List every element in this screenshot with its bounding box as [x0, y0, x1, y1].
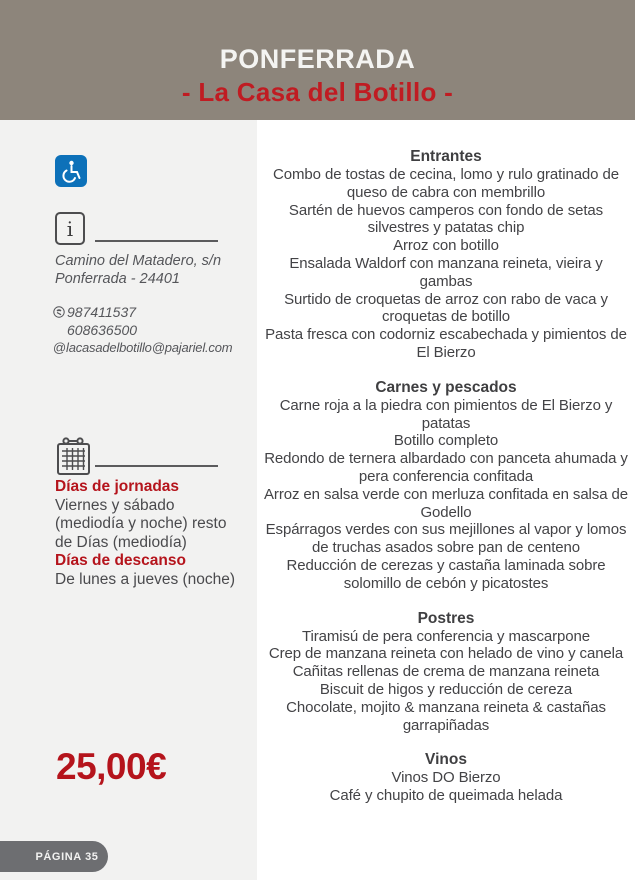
open-days-line: de Días (mediodía) — [55, 533, 187, 551]
info-underline — [95, 240, 218, 242]
calendar-icon — [55, 436, 93, 483]
menu-item: Chocolate, mojito & manzana reineta & castañas garrapiñadas — [286, 698, 606, 734]
menu-section — [262, 751, 630, 805]
menu-section — [262, 379, 630, 593]
info-sidebar — [0, 120, 257, 880]
menu-item: Redondo de ternera albardado con panceta ahumada y pera conferencia confitada — [264, 450, 628, 485]
email-row — [53, 339, 248, 357]
menu-sections — [262, 148, 630, 805]
menu-item: Vinos DO Bierzo — [391, 769, 501, 787]
menu-section — [262, 148, 630, 362]
open-days-label: Días de jornadas — [55, 478, 180, 495]
phone-number-2: 608636500 — [67, 322, 138, 338]
menu-item: Botillo completo — [393, 432, 499, 450]
menu-section — [262, 610, 630, 735]
menu-section-title: Vinos — [425, 751, 467, 769]
page-number-label: PÁGINA 35 — [35, 850, 99, 863]
menu-item: Crep de manzana reineta con helado de vino y canela — [268, 645, 624, 663]
menu-item: Arroz en salsa verde con merluza confitada en salsa de Godello — [264, 485, 628, 521]
menu-item: Sartén de huevos camperos con fondo de setas silvestres y patatas chip — [288, 201, 604, 237]
menu-item: Reducción de cerezas y castaña laminada sobre solomillo de cebón y picatostes — [286, 556, 606, 592]
menu-section-title: Entrantes — [410, 148, 482, 165]
phone-row — [53, 303, 248, 321]
menu-item: Ensalada Waldorf con manzana reineta, vieira y gambas — [289, 254, 603, 290]
page-number-badge — [0, 841, 108, 872]
restaurant-title: - La Casa del Botillo - — [181, 76, 454, 107]
page-header — [0, 0, 635, 120]
menu-item: Pasta fresca con codorniz escabechada y pimientos de El Bierzo — [265, 326, 627, 361]
at-icon: @ — [53, 340, 66, 355]
closed-days-label: Días de descanso — [55, 552, 186, 570]
closed-days-line: De lunes a jueves (noche) — [55, 570, 236, 588]
menu-item: Arroz con botillo — [393, 237, 499, 255]
email-address: lacasadelbotillo@pajariel.com — [66, 340, 233, 355]
phone-number-1: 987411537 — [67, 304, 137, 320]
phone-icon — [53, 306, 67, 318]
menu-item: Café y chupito de queimada helada — [329, 787, 563, 805]
address-block — [55, 252, 240, 288]
open-days-line: Viernes y sábado — [55, 496, 175, 514]
schedule-block — [55, 478, 245, 590]
wheelchair-icon — [55, 155, 87, 187]
menu-item: Carne roja a la piedra con pimientos de El Bierzo y patatas — [279, 396, 613, 432]
address-line: Ponferrada - 24401 — [55, 271, 180, 287]
menu-item: Tiramisú de pera conferencia y mascarpone — [302, 627, 590, 645]
menu-item: Cañitas rellenas de crema de manzana reineta — [292, 663, 600, 681]
info-icon: i — [55, 212, 85, 245]
open-days-line: (mediodía y noche) resto — [55, 515, 227, 533]
menu-section-title: Carnes y pescados — [375, 378, 517, 396]
menu-content — [257, 120, 635, 880]
menu-item: Biscuit de higos y reducción de cereza — [319, 680, 573, 698]
menu-section-title: Postres — [417, 609, 475, 627]
address-line: Camino del Matadero, s/n — [55, 253, 222, 269]
contact-block — [53, 303, 248, 357]
city-title: PONFERRADA — [219, 44, 416, 75]
menu-item: Espárragos verdes con sus mejillones al vapor y lomos de truchas asados sobre pan de centeno — [265, 521, 627, 557]
calendar-underline — [95, 465, 218, 467]
menu-item: Combo de tostas de cecina, lomo y rulo gratinado de queso de cabra con membrillo — [273, 166, 619, 201]
menu-item: Surtido de croquetas de arroz con rabo de vaca y croquetas de botillo — [284, 290, 608, 326]
menu-price: 25,00€ — [56, 746, 167, 787]
